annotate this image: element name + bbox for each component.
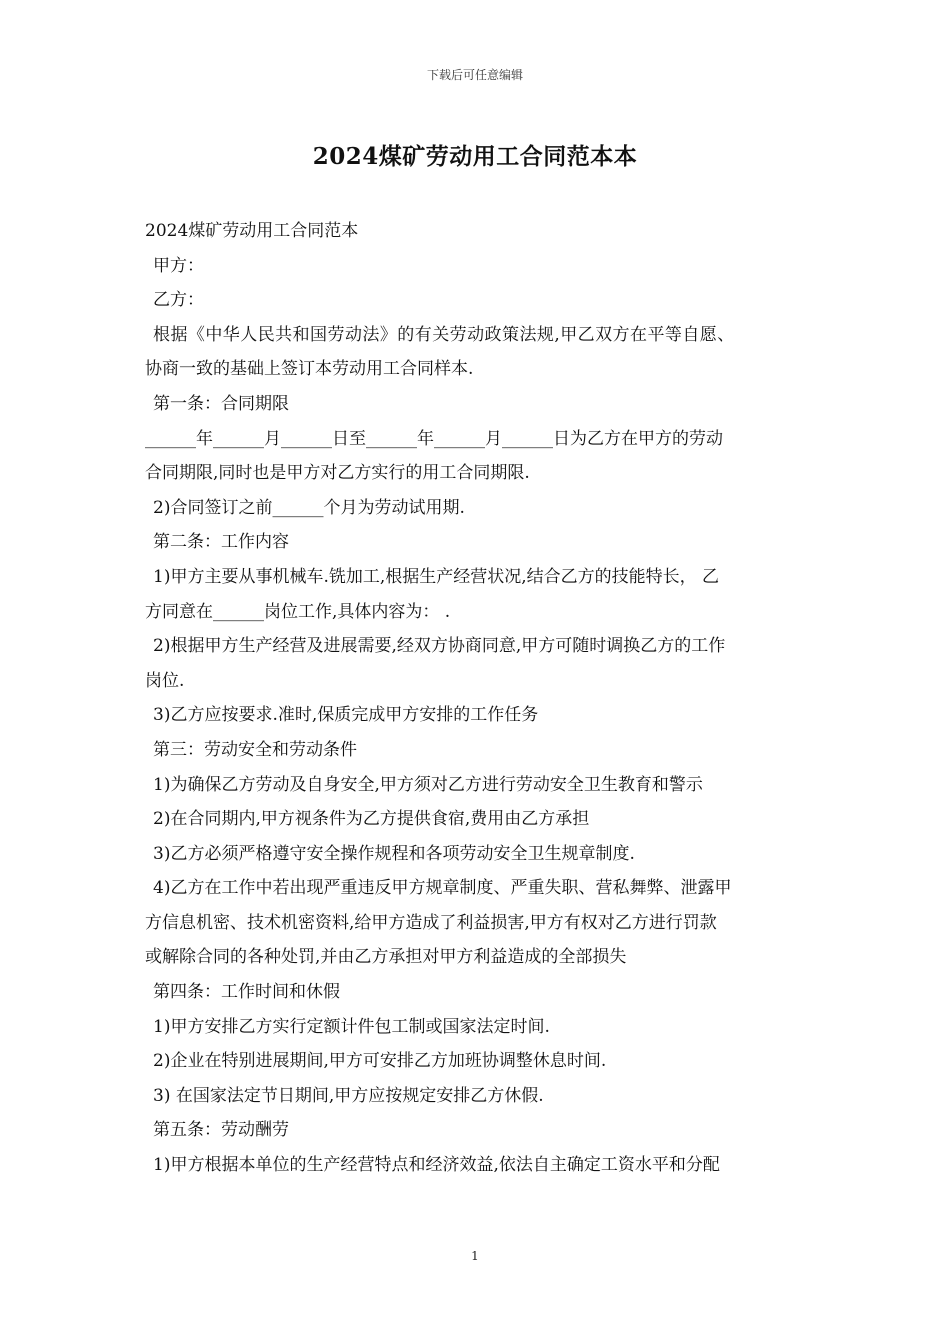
paragraph-line: 3)乙方应按要求.准时,保质完成甲方安排的工作任务 xyxy=(153,705,539,726)
paragraph-line: 2)企业在特别进展期间,甲方可安排乙方加班协调整休息时间. xyxy=(153,1051,607,1072)
party-b-line: 乙方： xyxy=(153,290,204,311)
document-body xyxy=(145,214,807,1183)
party-a-line: 甲方： xyxy=(153,255,204,276)
paragraph-line: 1)为确保乙方劳动及自身安全,甲方须对乙方进行劳动安全卫生教育和警示 xyxy=(153,774,703,795)
header-note: 下载后可任意编辑 xyxy=(426,68,523,82)
page-number: 1 xyxy=(471,1249,479,1263)
paragraph-line: 根据《中华人民共和国劳动法》的有关劳动政策法规,甲乙双方在平等自愿、 xyxy=(153,324,735,345)
paragraph-line: 岗位. xyxy=(145,670,185,691)
paragraph-line: 3) 在国家法定节日期间,甲方应按规定安排乙方休假. xyxy=(153,1085,544,1106)
paragraph-line: 2)在合同期内,甲方视条件为乙方提供食宿,费用由乙方承担 xyxy=(153,809,590,830)
paragraph-line: 2)合同签订之前______个月为劳动试用期. xyxy=(153,497,465,518)
paragraph-line: 方信息机密、技术机密资料,给甲方造成了利益损害,甲方有权对乙方进行罚款 xyxy=(145,912,717,933)
paragraph-line: 1)甲方主要从事机械车.铣加工,根据生产经营状况,结合乙方的技能特长， 乙 xyxy=(153,566,720,587)
paragraph-line: ______年______月______日至______年______月______日为乙方在甲方的劳动 xyxy=(145,428,723,449)
paragraph-line: 1)甲方安排乙方实行定额计件包工制或国家法定时间. xyxy=(153,1016,550,1037)
paragraph-line: 或解除合同的各种处罚,并由乙方承担对甲方利益造成的全部损失 xyxy=(145,947,627,968)
section-heading: 第二条：工作内容 xyxy=(153,532,289,553)
paragraph-line: 4)乙方在工作中若出现严重违反甲方规章制度、严重失职、营私舞弊、泄露甲 xyxy=(153,878,732,899)
document-title: 2024煤矿劳动用工合同范本本 xyxy=(312,143,638,170)
paragraph-line: 3)乙方必须严格遵守安全操作规程和各项劳动安全卫生规章制度. xyxy=(153,843,635,864)
paragraph-line: 合同期限,同时也是甲方对乙方实行的用工合同期限. xyxy=(145,463,530,484)
section-heading: 第四条：工作时间和休假 xyxy=(153,982,340,1003)
paragraph-line: 协商一致的基础上签订本劳动用工合同样本. xyxy=(145,359,474,380)
section-heading: 第一条：合同期限 xyxy=(153,393,289,414)
section-heading: 第五条：劳动酬劳 xyxy=(153,1120,289,1141)
section-heading: 第三：劳动安全和劳动条件 xyxy=(153,739,357,760)
paragraph-line: 方同意在______岗位工作,具体内容为： . xyxy=(145,601,451,622)
paragraph-line: 2)根据甲方生产经营及进展需要,经双方协商同意,甲方可随时调换乙方的工作 xyxy=(153,636,726,657)
paragraph-line: 1)甲方根据本单位的生产经营特点和经济效益,依法自主确定工资水平和分配 xyxy=(153,1155,720,1176)
subtitle-line: 2024煤矿劳动用工合同范本 xyxy=(145,221,359,241)
